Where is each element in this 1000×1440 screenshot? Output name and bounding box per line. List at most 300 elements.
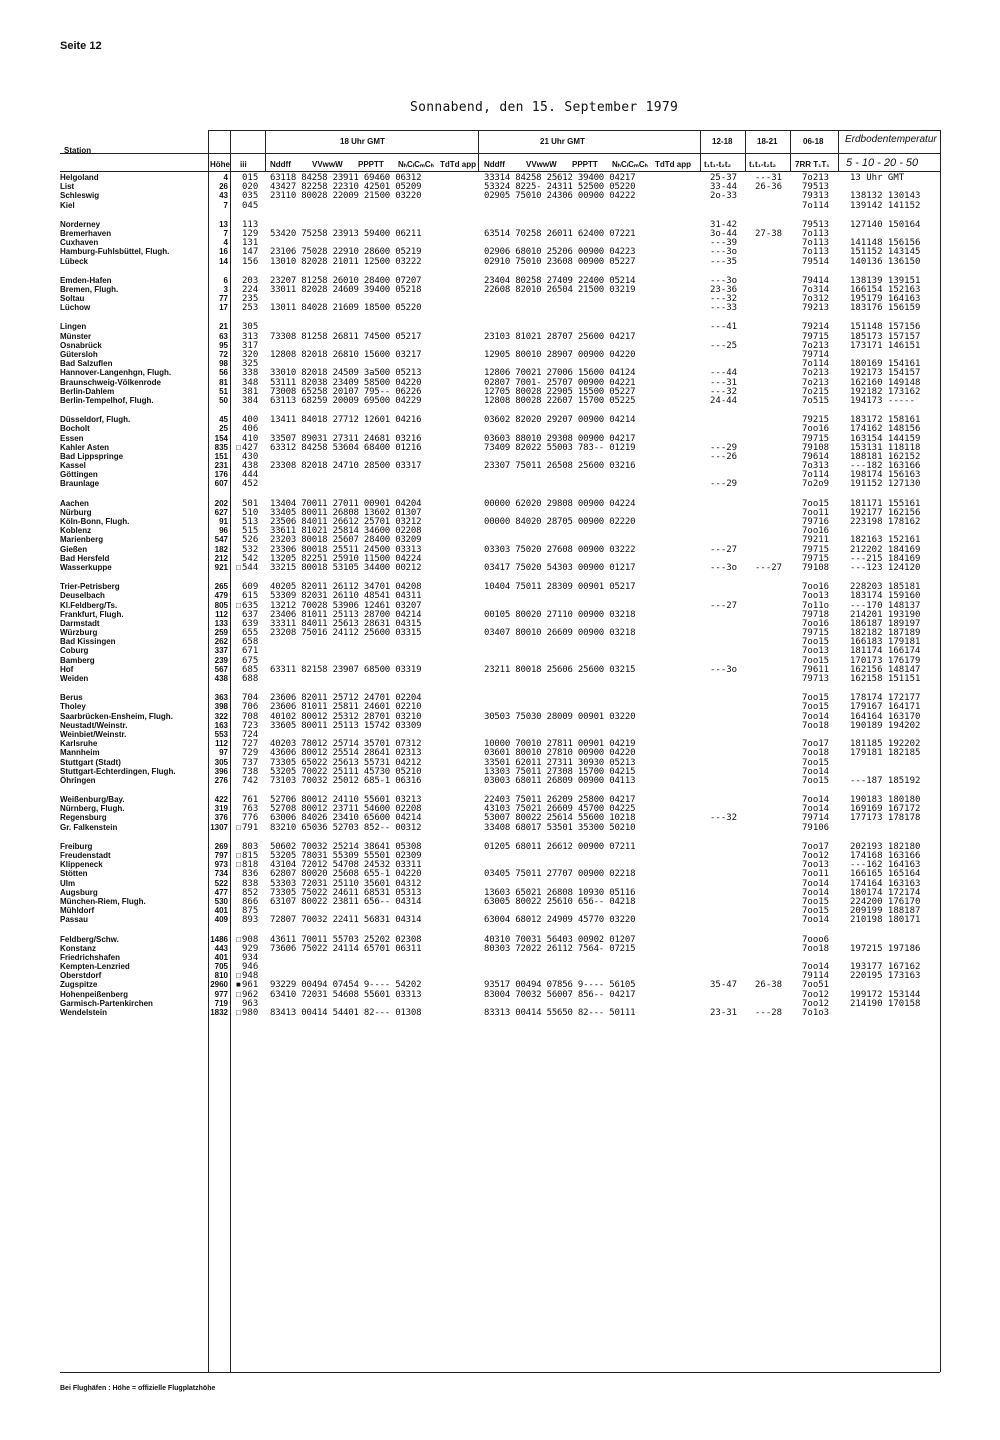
table-row bbox=[60, 813, 940, 822]
precip-06-18: 79713 bbox=[802, 674, 830, 684]
temp-range-12-18: 33-44 bbox=[710, 182, 738, 193]
soil-temperature: 192182 173162 bbox=[850, 386, 921, 397]
precip-06-18: 7oo15 bbox=[802, 702, 830, 713]
mountain-station-marker: □ bbox=[236, 442, 241, 452]
table-row bbox=[60, 424, 940, 433]
mountain-station-marker: □ bbox=[236, 562, 241, 572]
header-soil-depths: 5 - 10 - 20 - 50 bbox=[846, 157, 919, 169]
station-name: Öhringen bbox=[60, 775, 96, 785]
soil-temperature: 174162 148156 bbox=[850, 424, 921, 435]
station-name: Norderney bbox=[60, 219, 101, 229]
station-name: Feldberg/Schw. bbox=[60, 934, 119, 944]
station-group bbox=[60, 322, 940, 405]
precip-06-18: 7oo14 bbox=[802, 711, 830, 722]
precip-06-18: 7o114 bbox=[802, 359, 830, 370]
mountain-station-marker: □ bbox=[236, 822, 241, 832]
obs-21-gmt: 22608 82010 26504 21500 03219 bbox=[484, 284, 636, 295]
precip-06-18: 7oo14 bbox=[802, 804, 830, 815]
station-altitude: 607 bbox=[214, 479, 228, 489]
obs-18-gmt: 63410 72031 54608 55601 03313 bbox=[270, 989, 422, 1000]
precip-06-18: 7oo16 bbox=[802, 582, 830, 593]
station-altitude: 719 bbox=[214, 998, 228, 1008]
station-name: Regensburg bbox=[60, 813, 107, 823]
station-index: 685 bbox=[242, 664, 259, 675]
soil-temperature: 182163 152161 bbox=[850, 535, 921, 546]
temp-range-18-21: 26-38 bbox=[755, 980, 783, 991]
table-row bbox=[60, 191, 940, 200]
obs-18-gmt: 23306 80018 25511 24500 03313 bbox=[270, 544, 422, 555]
station-name: Friedrichshafen bbox=[60, 952, 121, 962]
station-index: 452 bbox=[242, 479, 259, 490]
table-row bbox=[60, 563, 940, 572]
station-name: Bad Salzuflen bbox=[60, 359, 113, 369]
obs-18-gmt: 23406 81011 25113 28700 04214 bbox=[270, 609, 422, 620]
station-altitude: 7 bbox=[223, 228, 228, 238]
station-altitude: 202 bbox=[214, 498, 228, 508]
obs-18-gmt: 53205 78031 55309 55501 02309 bbox=[270, 851, 422, 861]
table-row bbox=[60, 396, 940, 405]
table-row bbox=[60, 201, 940, 210]
station-altitude: 797 bbox=[214, 851, 228, 860]
table-row bbox=[60, 999, 940, 1008]
table-row bbox=[60, 842, 940, 851]
obs-21-gmt: 00105 80020 27110 00900 03218 bbox=[484, 609, 636, 620]
station-altitude: 477 bbox=[214, 887, 228, 897]
soil-temperature: ---215 184169 bbox=[850, 553, 921, 564]
precip-06-18: 7o2o9 bbox=[802, 479, 830, 490]
soil-temperature: 193177 167162 bbox=[850, 962, 921, 973]
station-altitude: 91 bbox=[219, 517, 228, 526]
temp-range-12-18: ---3o bbox=[710, 562, 738, 573]
table-row bbox=[60, 387, 940, 396]
table-row bbox=[60, 276, 940, 285]
soil-temperature: 138132 130143 bbox=[850, 191, 921, 202]
station-name: Lübeck bbox=[60, 256, 89, 266]
table-row bbox=[60, 526, 940, 535]
table-row bbox=[60, 341, 940, 350]
precip-06-18: 7o113 bbox=[802, 228, 830, 239]
precip-06-18: 79215 bbox=[802, 415, 830, 426]
table-row bbox=[60, 303, 940, 312]
soil-temperature: 13 Uhr GMT bbox=[850, 173, 905, 183]
precip-06-18: 7o114 bbox=[802, 200, 830, 211]
soil-temperature: 139142 141152 bbox=[850, 200, 921, 211]
footnote: Bei Flughäfen : Höhe = offizielle Flugplatzhöhe bbox=[60, 1385, 216, 1392]
header-18-c1: Nddff bbox=[270, 160, 291, 169]
station-altitude: 269 bbox=[214, 841, 228, 851]
station-index: 609 bbox=[242, 582, 259, 593]
soil-temperature: 181174 166174 bbox=[850, 646, 921, 657]
station-index: 532 bbox=[242, 544, 259, 555]
temp-range-18-21: 27-38 bbox=[755, 228, 783, 239]
station-index: 803 bbox=[242, 841, 259, 852]
soil-temperature: 183176 156159 bbox=[850, 303, 921, 314]
station-altitude: 95 bbox=[219, 340, 228, 350]
station-index: 791 bbox=[242, 822, 259, 833]
station-altitude: 231 bbox=[214, 461, 228, 471]
table-row bbox=[60, 646, 940, 655]
temp-range-18-21: ---27 bbox=[755, 562, 783, 573]
obs-21-gmt: 10404 75011 28309 00901 05217 bbox=[484, 582, 636, 593]
precip-06-18: 79715 bbox=[802, 628, 830, 639]
obs-18-gmt: 13411 84018 27712 12601 04216 bbox=[270, 415, 422, 426]
table-row bbox=[60, 944, 940, 953]
table-row bbox=[60, 470, 940, 479]
station-group bbox=[60, 795, 940, 832]
obs-21-gmt: 23307 75011 26508 25600 03216 bbox=[484, 461, 636, 472]
station-index: 129 bbox=[242, 228, 259, 239]
station-name: Kiel bbox=[60, 200, 75, 210]
station-index: 015 bbox=[242, 173, 259, 183]
station-name: Tholey bbox=[60, 702, 86, 712]
obs-21-gmt: 73409 82022 55003 783-- 01219 bbox=[484, 442, 636, 453]
obs-18-gmt: 23203 80018 25607 28400 03209 bbox=[270, 535, 422, 546]
table-row bbox=[60, 247, 940, 256]
station-name: Augsburg bbox=[60, 887, 98, 897]
station-index: 761 bbox=[242, 795, 259, 806]
station-index: 724 bbox=[242, 729, 259, 740]
table-row bbox=[60, 332, 940, 341]
station-altitude: 163 bbox=[214, 720, 228, 730]
station-group bbox=[60, 582, 940, 683]
temp-range-12-18: ---32 bbox=[710, 813, 738, 824]
obs-18-gmt: 52708 80012 23711 54600 02208 bbox=[270, 804, 422, 815]
obs-18-gmt: 53205 70022 25111 45730 05210 bbox=[270, 766, 422, 777]
precip-06-18: 7oo15 bbox=[802, 637, 830, 648]
table-row bbox=[60, 990, 940, 999]
station-index: 526 bbox=[242, 535, 259, 546]
table-row bbox=[60, 499, 940, 508]
station-name: Gütersloh bbox=[60, 350, 98, 359]
station-index: 948 bbox=[242, 971, 259, 982]
soil-temperature: 190183 180180 bbox=[850, 795, 921, 806]
precip-06-18: 7o213 bbox=[802, 173, 830, 183]
station-name: Essen bbox=[60, 433, 84, 443]
table-row bbox=[60, 869, 940, 878]
station-index: 946 bbox=[242, 962, 259, 973]
station-index: 513 bbox=[242, 517, 259, 527]
station-index: 729 bbox=[242, 748, 259, 759]
precip-06-18: 7oo14 bbox=[802, 962, 830, 973]
station-index: 639 bbox=[242, 618, 259, 629]
obs-21-gmt: 23103 81021 28707 25600 04217 bbox=[484, 331, 636, 342]
station-index: 542 bbox=[242, 553, 259, 564]
station-name: Helgoland bbox=[60, 173, 99, 182]
table-row bbox=[60, 479, 940, 488]
header-21-gmt: 21 Uhr GMT bbox=[540, 137, 585, 146]
station-altitude: 734 bbox=[214, 869, 228, 879]
obs-18-gmt: 93229 00494 07454 9---- 54202 bbox=[270, 980, 422, 991]
station-index: 852 bbox=[242, 887, 259, 898]
station-altitude: 112 bbox=[215, 739, 228, 749]
obs-18-gmt: 40102 80012 25312 28701 03210 bbox=[270, 711, 422, 722]
precip-06-18: 7o1o3 bbox=[802, 1008, 830, 1018]
soil-temperature: 228203 185181 bbox=[850, 582, 921, 593]
obs-18-gmt: 53420 75258 23913 59400 06211 bbox=[270, 228, 422, 239]
station-altitude: 567 bbox=[214, 664, 228, 674]
soil-temperature: 181171 155161 bbox=[850, 498, 921, 509]
station-index: 688 bbox=[242, 674, 259, 684]
obs-21-gmt: 13303 75011 27308 15700 04215 bbox=[484, 766, 636, 777]
precip-06-18: 7oo18 bbox=[802, 943, 830, 954]
header-18-gmt: 18 Uhr GMT bbox=[340, 137, 385, 146]
station-altitude: 13 bbox=[219, 219, 228, 229]
station-name: Frankfurt, Flugh. bbox=[60, 609, 124, 619]
station-altitude: 805 bbox=[214, 600, 228, 610]
header-sub2: t₁t₁-t₂t₂ bbox=[749, 160, 777, 169]
soil-temperature: ---182 163166 bbox=[850, 461, 921, 472]
station-altitude: 45 bbox=[219, 415, 228, 425]
vline-r3 bbox=[790, 130, 791, 172]
obs-21-gmt: 83004 70032 56007 856-- 04217 bbox=[484, 989, 636, 1000]
station-index: 908 bbox=[242, 934, 259, 945]
obs-18-gmt: 23106 75028 22910 28600 05219 bbox=[270, 247, 422, 258]
table-row bbox=[60, 897, 940, 906]
station-altitude: 4 bbox=[223, 238, 228, 248]
station-index: 671 bbox=[242, 646, 259, 657]
table-row bbox=[60, 610, 940, 619]
obs-21-gmt: 03417 75020 54303 00900 01217 bbox=[484, 562, 636, 573]
soil-temperature: 162158 151151 bbox=[850, 674, 921, 684]
table-row bbox=[60, 173, 940, 182]
obs-18-gmt: 73103 70032 25012 685-1 06316 bbox=[270, 775, 422, 786]
station-index: 980 bbox=[242, 1008, 259, 1018]
obs-21-gmt: 33314 84258 25612 39400 04217 bbox=[484, 173, 636, 183]
station-index: 708 bbox=[242, 711, 259, 722]
obs-18-gmt: 40203 78012 25714 35701 07312 bbox=[270, 739, 422, 750]
station-name: Bad Hersfeld bbox=[60, 553, 110, 563]
soil-temperature: 181185 192202 bbox=[850, 739, 921, 750]
station-altitude: 973 bbox=[214, 860, 228, 870]
obs-21-gmt: 12705 80028 22905 15500 05227 bbox=[484, 386, 636, 397]
station-altitude: 553 bbox=[214, 729, 228, 739]
table-row bbox=[60, 693, 940, 702]
station-name: Klippeneck bbox=[60, 860, 103, 870]
precip-06-18: 7ooo6 bbox=[802, 934, 830, 945]
station-altitude: 14 bbox=[219, 256, 228, 266]
station-index: 934 bbox=[242, 952, 259, 963]
station-index: 866 bbox=[242, 896, 259, 907]
soil-temperature: 166183 179181 bbox=[850, 637, 921, 648]
station-group bbox=[60, 693, 940, 785]
table-row bbox=[60, 582, 940, 591]
obs-18-gmt: 33611 81021 25814 34600 02208 bbox=[270, 526, 422, 537]
precip-06-18: 79213 bbox=[802, 303, 830, 314]
soil-temperature: 185173 157157 bbox=[850, 331, 921, 342]
obs-21-gmt: 02910 75010 23608 00900 05227 bbox=[484, 256, 636, 267]
header-iii: iii bbox=[240, 160, 247, 169]
station-name: Hof bbox=[60, 664, 74, 674]
obs-18-gmt: 63312 84258 53604 68400 01216 bbox=[270, 442, 422, 453]
station-altitude: 17 bbox=[219, 303, 228, 313]
precip-06-18: 7oo16 bbox=[802, 424, 830, 435]
obs-21-gmt: 03407 80010 26609 00900 03218 bbox=[484, 628, 636, 639]
precip-06-18: 79211 bbox=[802, 535, 830, 546]
obs-21-gmt: 33408 68017 53501 35300 50210 bbox=[484, 822, 636, 833]
obs-21-gmt: 63514 70258 26011 62400 07221 bbox=[484, 228, 636, 239]
station-name: Koblenz bbox=[60, 526, 92, 536]
precip-06-18: 79108 bbox=[802, 562, 830, 573]
obs-18-gmt: 53309 82031 26110 48541 04311 bbox=[270, 591, 422, 602]
station-name: Cuxhaven bbox=[60, 238, 99, 248]
header-18-c2: VVwwW bbox=[312, 160, 343, 169]
precip-06-18: 79718 bbox=[802, 609, 830, 620]
table-row bbox=[60, 758, 940, 767]
header-21-c4: NₕCₗCₘCₕ bbox=[612, 160, 648, 169]
station-index: 963 bbox=[242, 998, 259, 1009]
station-index: 430 bbox=[242, 451, 259, 462]
station-index: 317 bbox=[242, 340, 259, 351]
obs-18-gmt: 73606 75022 24114 65701 06311 bbox=[270, 943, 422, 954]
soil-temperature: 188181 162152 bbox=[850, 451, 921, 462]
header-station: Station bbox=[64, 146, 92, 155]
soil-temperature: ---162 164163 bbox=[850, 860, 921, 871]
station-altitude: 977 bbox=[214, 989, 228, 999]
header-hoehe: Höhe bbox=[210, 160, 230, 169]
station-name: Bocholt bbox=[60, 424, 90, 434]
obs-18-gmt: 63118 84258 23911 69460 06312 bbox=[270, 173, 422, 183]
station-altitude: 337 bbox=[214, 646, 228, 656]
temp-range-12-18: ---32 bbox=[710, 294, 738, 305]
station-altitude: 182 bbox=[214, 544, 228, 554]
table-row bbox=[60, 906, 940, 915]
table-row bbox=[60, 182, 940, 191]
obs-18-gmt: 73308 81258 26811 74500 05217 bbox=[270, 331, 422, 342]
precip-06-18: 7oo17 bbox=[802, 739, 830, 750]
precip-06-18: 7o113 bbox=[802, 238, 830, 249]
station-altitude: 26 bbox=[219, 182, 228, 192]
station-altitude: 96 bbox=[219, 526, 228, 536]
table-row bbox=[60, 823, 940, 832]
station-name: Garmisch-Partenkirchen bbox=[60, 998, 153, 1008]
header-mid-line bbox=[60, 153, 940, 154]
obs-21-gmt: 02905 75010 24306 00900 04222 bbox=[484, 191, 636, 202]
soil-temperature: ---187 185192 bbox=[850, 775, 921, 786]
station-name: Stuttgart (Stadt) bbox=[60, 757, 121, 767]
precip-06-18: 7oo15 bbox=[802, 896, 830, 907]
precip-06-18: 7oo15 bbox=[802, 498, 830, 509]
station-name: Weiden bbox=[60, 674, 89, 683]
precip-06-18: 7oo12 bbox=[802, 851, 830, 861]
station-altitude: 98 bbox=[219, 359, 228, 369]
station-name: Aachen bbox=[60, 498, 89, 508]
station-name: Mannheim bbox=[60, 748, 100, 758]
soil-temperature: 166154 152163 bbox=[850, 284, 921, 295]
obs-18-gmt: 23207 81258 26010 28400 07207 bbox=[270, 275, 422, 286]
station-index: 400 bbox=[242, 415, 259, 426]
header-18-c4: NₕCₗCₘCₕ bbox=[398, 160, 434, 169]
mountain-station-marker: □ bbox=[236, 989, 241, 999]
station-name: Kahler Asten bbox=[60, 442, 110, 452]
station-index: 675 bbox=[242, 655, 259, 666]
station-altitude: 97 bbox=[219, 748, 228, 758]
precip-06-18: 79715 bbox=[802, 433, 830, 444]
station-altitude: 921 bbox=[214, 562, 228, 572]
station-altitude: 7 bbox=[223, 200, 228, 210]
temp-range-12-18: 23-31 bbox=[710, 1008, 738, 1018]
temp-range-18-21: ---28 bbox=[755, 1008, 783, 1018]
station-name: Trier-Petrisberg bbox=[60, 582, 120, 592]
table-row bbox=[60, 702, 940, 711]
station-index: 320 bbox=[242, 350, 259, 360]
table-row bbox=[60, 535, 940, 544]
soil-temperature: 194173 ----- bbox=[850, 395, 916, 406]
soil-temperature: 179181 182185 bbox=[850, 748, 921, 759]
precip-06-18: 79313 bbox=[802, 191, 830, 202]
soil-temperature: 183174 159160 bbox=[850, 591, 921, 602]
soil-temperature: 178174 172177 bbox=[850, 693, 921, 704]
obs-21-gmt: 02807 7001- 25707 00900 04221 bbox=[484, 377, 636, 388]
table-row bbox=[60, 665, 940, 674]
obs-18-gmt: 23308 82018 24710 28500 03317 bbox=[270, 461, 422, 472]
station-altitude: 276 bbox=[214, 775, 228, 785]
station-altitude: 547 bbox=[214, 535, 228, 545]
station-name: Göttingen bbox=[60, 470, 98, 480]
soil-temperature: 127140 150164 bbox=[850, 219, 921, 230]
obs-18-gmt: 53303 72031 25110 35601 04312 bbox=[270, 878, 422, 889]
temp-range-12-18: 2o-33 bbox=[710, 191, 738, 202]
station-index: 962 bbox=[242, 989, 259, 1000]
station-altitude: 6 bbox=[223, 275, 228, 285]
obs-21-gmt: 13603 65021 26808 10930 05116 bbox=[484, 887, 636, 898]
station-group bbox=[60, 842, 940, 925]
soil-temperature: 195179 164163 bbox=[850, 294, 921, 305]
precip-06-18: 7o313 bbox=[802, 461, 830, 472]
station-name: Gr. Falkenstein bbox=[60, 822, 118, 832]
temp-range-12-18: 25-37 bbox=[710, 173, 738, 183]
station-group bbox=[60, 220, 940, 266]
obs-18-gmt: 50602 70032 25214 38641 05308 bbox=[270, 841, 422, 852]
obs-18-gmt: 73008 65258 20107 795-- 06226 bbox=[270, 386, 422, 397]
station-name: Freiburg bbox=[60, 841, 93, 851]
vline-18 bbox=[265, 130, 266, 172]
station-index: 635 bbox=[242, 600, 259, 611]
station-name: Bremen, Flugh. bbox=[60, 284, 119, 294]
station-name: Bamberg bbox=[60, 655, 95, 665]
header-top-line bbox=[208, 130, 940, 131]
station-altitude: 56 bbox=[219, 368, 228, 378]
precip-06-18: 7o11o bbox=[802, 600, 830, 611]
soil-temperature: 192173 154157 bbox=[850, 368, 921, 379]
obs-18-gmt: 12808 82018 26810 15600 03217 bbox=[270, 350, 422, 360]
temp-range-12-18: ---3o bbox=[710, 247, 738, 258]
obs-21-gmt: 00000 62020 29808 00900 04224 bbox=[484, 498, 636, 509]
station-name: Bad Kissingen bbox=[60, 637, 116, 647]
obs-18-gmt: 33010 82018 24509 3a500 05213 bbox=[270, 368, 422, 379]
obs-18-gmt: 23208 75016 24112 25600 03315 bbox=[270, 628, 422, 639]
soil-temperature: 162160 149148 bbox=[850, 377, 921, 388]
precip-06-18: 79715 bbox=[802, 544, 830, 555]
station-group bbox=[60, 499, 940, 573]
soil-temperature: 153131 118118 bbox=[850, 442, 921, 453]
precip-06-18: 79513 bbox=[802, 182, 830, 193]
soil-temperature: 151148 157156 bbox=[850, 322, 921, 333]
header-18-c3: PPPTT bbox=[358, 160, 384, 169]
obs-21-gmt: 53324 8225- 24311 52500 05220 bbox=[484, 182, 636, 193]
temp-range-12-18: 31-42 bbox=[710, 219, 738, 230]
page-number: Seite 12 bbox=[60, 40, 102, 52]
obs-18-gmt: 63107 80022 23811 656-- 04314 bbox=[270, 896, 422, 907]
station-altitude: 705 bbox=[214, 962, 228, 972]
station-name: Lüchow bbox=[60, 303, 91, 313]
station-index: 737 bbox=[242, 757, 259, 768]
mountain-station-marker: ■ bbox=[236, 980, 241, 990]
mountain-station-marker: □ bbox=[236, 934, 241, 944]
table-row bbox=[60, 378, 940, 387]
precip-06-18: 79514 bbox=[802, 256, 830, 267]
station-name: Kl.Feldberg/Ts. bbox=[60, 600, 118, 610]
temp-range-12-18: 24-44 bbox=[710, 395, 738, 406]
